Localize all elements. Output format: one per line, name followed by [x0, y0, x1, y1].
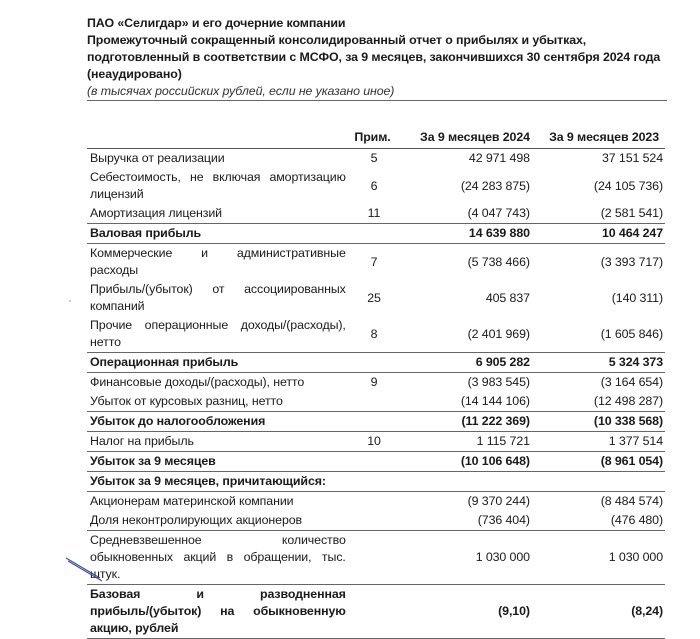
row-prior: 1 030 000 — [608, 550, 663, 564]
row-current: 405 837 — [485, 290, 530, 305]
table-row — [87, 492, 665, 512]
table-row — [87, 244, 665, 281]
row-note: 7 — [370, 254, 378, 269]
row-note — [348, 224, 400, 244]
row-note: 8 — [370, 326, 378, 341]
row-current — [399, 472, 532, 492]
row-current: 14 639 880 — [468, 226, 530, 240]
table-row — [87, 316, 665, 353]
prior-period-column-header: За 9 месяцев 2023 — [549, 130, 659, 144]
table-section-heading — [87, 472, 665, 492]
row-label: Убыток за 9 месяцев — [90, 454, 216, 468]
row-note — [348, 585, 400, 639]
row-current: 1 115 721 — [476, 434, 530, 448]
row-prior: (2 581 541) — [600, 206, 663, 220]
row-label: Базовая и разводненная прибыль/(убыток) на обыкновенную акцию, рублей — [90, 587, 346, 635]
row-label: Убыток от курсовых разниц, нетто — [90, 394, 283, 408]
table-row-subtotal — [87, 412, 665, 432]
row-prior: (8 961 054) — [600, 454, 663, 468]
row-prior: (12 498 287) — [593, 394, 663, 408]
row-prior: (8 484 574) — [600, 494, 663, 508]
row-prior: (24 105 736) — [593, 178, 663, 193]
row-prior: (476 480) — [610, 513, 663, 527]
note-column-header: Прим. — [354, 130, 391, 144]
row-label: Налог на прибыль — [90, 434, 194, 448]
row-current: (2 401 969) — [467, 326, 530, 341]
row-label: Себестоимость, не включая амортизацию лицензий — [90, 170, 346, 201]
row-note — [348, 392, 400, 412]
table-header-row — [87, 128, 665, 149]
company-name: ПАО «Селигдар» и его дочерние компании — [87, 16, 346, 30]
report-header — [87, 15, 667, 100]
row-label: Выручка от реализации — [90, 151, 225, 165]
row-note — [348, 353, 400, 373]
row-prior: 10 464 247 — [601, 226, 663, 240]
row-label: Прибыль/(убыток) от ассоциированных компаний — [90, 282, 346, 313]
row-current: 6 905 282 — [475, 355, 530, 369]
scan-speck — [69, 300, 71, 302]
pen-stroke-mark — [60, 556, 120, 586]
row-prior: (140 311) — [611, 290, 663, 305]
row-label: Операционная прибыль — [90, 355, 239, 369]
table-row — [87, 168, 665, 204]
row-current: (5 738 466) — [467, 254, 530, 269]
row-note — [348, 492, 400, 512]
current-period-column-header: За 9 месяцев 2024 — [420, 130, 530, 144]
row-label: Валовая прибыль — [90, 226, 202, 240]
row-label: Коммерческие и административные расходы — [90, 246, 346, 277]
row-current: 1 030 000 — [475, 550, 530, 564]
row-note — [348, 531, 400, 585]
row-current: (24 283 875) — [460, 178, 530, 193]
row-current: (9,10) — [498, 604, 530, 618]
row-current: (10 106 648) — [460, 454, 530, 468]
row-current: (9 370 244) — [467, 494, 530, 508]
row-note: 9 — [370, 375, 378, 389]
row-note: 6 — [370, 178, 378, 193]
income-statement-table — [87, 128, 665, 639]
report-title: Промежуточный сокращенный консолидированный отчет о прибылях и убытках, подготовленный в соответствии с МСФО, за 9 месяцев, закончившихся 30 сентября 2024 года — [87, 33, 661, 64]
row-prior: 5 324 373 — [608, 355, 663, 369]
row-note — [348, 452, 400, 472]
table-row — [87, 432, 665, 452]
table-row — [87, 511, 665, 531]
row-prior: 37 151 524 — [601, 151, 663, 165]
table-row-subtotal — [87, 224, 665, 244]
row-label: Доля неконтролирующих акционеров — [90, 513, 303, 527]
row-prior: (10 338 568) — [593, 414, 663, 428]
units-note: (в тысячах российских рублей, если не указано иное) — [87, 84, 395, 98]
row-label: Убыток за 9 месяцев, причитающийся: — [90, 474, 326, 488]
row-current: (736 404) — [477, 513, 530, 527]
table-row — [87, 373, 665, 393]
row-label: Амортизация лицензий — [90, 206, 222, 220]
row-prior — [532, 472, 665, 492]
row-prior: (8,24) — [631, 604, 663, 618]
row-current: (11 222 369) — [461, 414, 530, 428]
table-row-eps — [87, 585, 665, 639]
row-prior: 1 377 514 — [608, 434, 663, 448]
row-note — [348, 412, 400, 432]
row-current: (14 144 106) — [460, 394, 530, 408]
row-label: Прочие операционные доходы/(расходы), нетто — [90, 318, 346, 349]
row-current: (4 047 743) — [467, 206, 530, 220]
table-row-total — [87, 452, 665, 472]
row-note: 11 — [367, 206, 381, 220]
row-prior: (3 393 717) — [600, 254, 663, 269]
label-column-header — [87, 128, 348, 149]
row-current: 42 971 498 — [468, 151, 530, 165]
table-row — [87, 149, 665, 169]
audit-status: (неаудировано) — [87, 67, 182, 81]
table-row — [87, 280, 665, 316]
table-row-subtotal — [87, 353, 665, 373]
row-prior: (1 605 846) — [600, 326, 663, 341]
row-note: 10 — [367, 434, 381, 448]
row-note — [348, 472, 400, 492]
row-label: Акционерам материнской компании — [90, 494, 294, 508]
row-note: 25 — [367, 290, 381, 305]
row-label: Средневзвешенное количество обыкновенных акций в обращении, тыс. штук. — [90, 533, 346, 581]
row-current: (3 983 545) — [467, 375, 530, 389]
header-divider — [87, 100, 667, 101]
table-row — [87, 531, 665, 585]
row-label: Финансовые доходы/(расходы), нетто — [90, 375, 305, 389]
row-label: Убыток до налогообложения — [90, 414, 266, 428]
table-row — [87, 204, 665, 224]
row-note — [348, 511, 400, 531]
row-note: 5 — [370, 151, 378, 165]
table-row — [87, 392, 665, 412]
row-prior: (3 164 654) — [600, 375, 663, 389]
